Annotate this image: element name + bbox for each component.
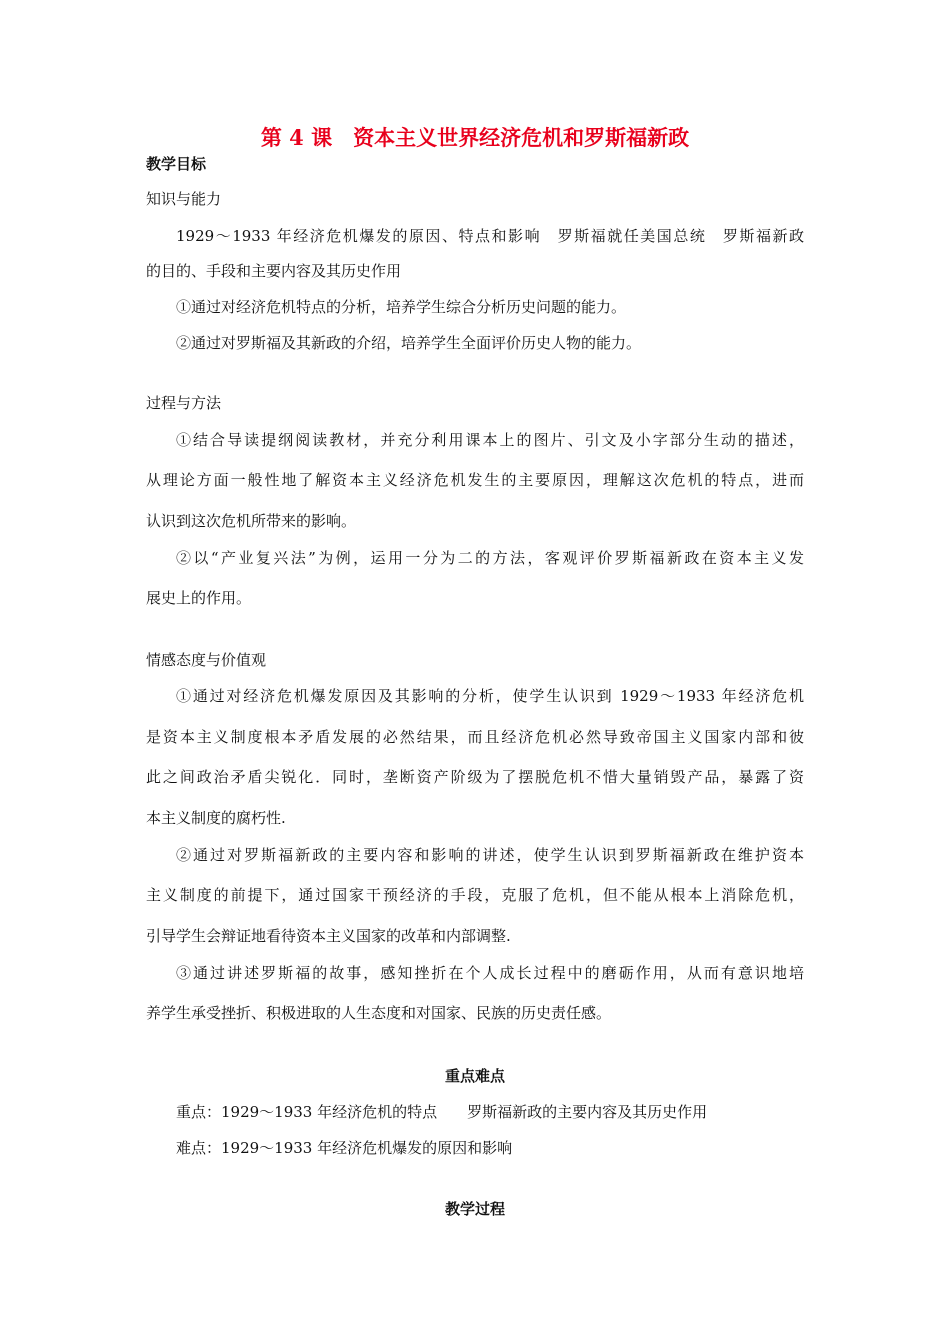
knowledge-heading: 知识与能力 bbox=[146, 190, 222, 208]
focus-line: 重点：1929～1933 年经济危机的特点 罗斯福新政的主要内容及其历史作用 bbox=[176, 1103, 708, 1121]
emotion-line: 此之间政治矛盾尖锐化．同时，垄断资产阶级为了摆脱危机不惜大量销毁产品，暴露了资 bbox=[146, 768, 804, 786]
emotion-line: 养学生承受挫折、积极进取的人生态度和对国家、民族的历史责任感。 bbox=[146, 1004, 612, 1022]
emotion-line: 是资本主义制度根本矛盾发展的必然结果，而且经济危机必然导致帝国主义国家内部和彼 bbox=[146, 728, 804, 746]
emotion-line: 本主义制度的腐朽性. bbox=[146, 809, 286, 827]
process-line: 展史上的作用。 bbox=[146, 589, 252, 607]
teaching-process-heading: 教学过程 bbox=[444, 1200, 505, 1218]
knowledge-line: 1929～1933 年经济危机爆发的原因、特点和影响 罗斯福就任美国总统 罗斯福新政 bbox=[176, 227, 804, 245]
process-line: 从理论方面一般性地了解资本主义经济危机发生的主要原因，理解这次危机的特点，进而 bbox=[146, 471, 804, 489]
emotion-line: ③通过讲述罗斯福的故事，感知挫折在个人成长过程中的磨砺作用，从而有意识地培 bbox=[176, 964, 804, 982]
knowledge-line: ②通过对罗斯福及其新政的介绍，培养学生全面评价历史人物的能力。 bbox=[176, 334, 642, 352]
process-line: 认识到这次危机所带来的影响。 bbox=[146, 512, 357, 530]
emotion-line: 引导学生会辩证地看待资本主义国家的改革和内部调整. bbox=[146, 927, 511, 945]
process-line: ①结合导读提纲阅读教材，并充分利用课本上的图片、引文及小字部分生动的描述， bbox=[176, 431, 804, 449]
difficulty-line: 难点：1929～1933 年经济危机爆发的原因和影响 bbox=[176, 1139, 513, 1157]
knowledge-line: ①通过对经济危机特点的分析，培养学生综合分析历史问题的能力。 bbox=[176, 298, 627, 316]
emotion-heading: 情感态度与价值观 bbox=[146, 651, 267, 669]
emotion-line: 主义制度的前提下，通过国家干预经济的手段，克服了危机，但不能从根本上消除危机， bbox=[146, 886, 804, 904]
process-line: ②以“产业复兴法”为例，运用一分为二的方法，客观评价罗斯福新政在资本主义发 bbox=[176, 549, 804, 567]
knowledge-line: 的目的、手段和主要内容及其历史作用 bbox=[146, 262, 402, 280]
objectives-heading: 教学目标 bbox=[146, 155, 207, 173]
emotion-line: ②通过对罗斯福新政的主要内容和影响的讲述，使学生认识到罗斯福新政在维护资本 bbox=[176, 846, 804, 864]
lesson-title: 第 4 课 资本主义世界经济危机和罗斯福新政 bbox=[260, 125, 690, 150]
process-method-heading: 过程与方法 bbox=[146, 394, 222, 412]
key-points-heading: 重点难点 bbox=[444, 1067, 505, 1085]
emotion-line: ①通过对经济危机爆发原因及其影响的分析，使学生认识到 1929～1933 年经济危机 bbox=[176, 687, 804, 705]
